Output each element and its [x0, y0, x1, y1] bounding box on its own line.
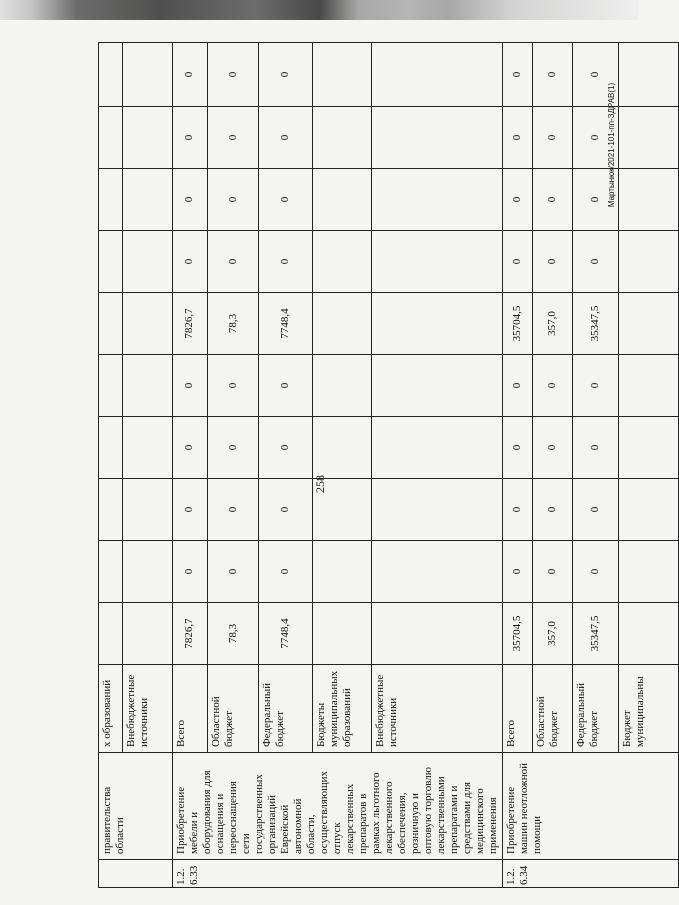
value-cell: 0	[173, 107, 208, 169]
value-cell: 0	[259, 479, 313, 541]
value-cell	[123, 417, 173, 479]
value-cell: 0	[207, 355, 258, 417]
value-cell	[312, 479, 371, 541]
value-cell	[619, 479, 679, 541]
value-cell: 0	[533, 479, 573, 541]
value-cell: 0	[573, 541, 619, 603]
value-cell: 0	[503, 169, 533, 231]
value-cell	[372, 293, 503, 355]
value-cell	[372, 169, 503, 231]
value-cell: 0	[503, 479, 533, 541]
value-cell	[123, 479, 173, 541]
value-cell: 357,0	[533, 603, 573, 665]
item-code-cell: 1.2.6.33	[173, 860, 503, 888]
value-cell: 0	[533, 107, 573, 169]
value-cell: 0	[173, 43, 208, 107]
value-cell: 0	[207, 107, 258, 169]
value-cell	[619, 541, 679, 603]
page-number: 258	[313, 475, 327, 493]
value-cell	[123, 43, 173, 107]
value-cell	[619, 293, 679, 355]
value-cell	[123, 355, 173, 417]
funding-source-cell: Бюджет муниципальны	[619, 665, 679, 753]
value-cell	[312, 43, 371, 107]
value-cell: 0	[259, 417, 313, 479]
item-name-cell: Приобретение мебели и оборудования для оснащения и переоснащения сети государственных организаций Еврейской автономной области, осуществляющих отпуск лекарственных препаратов в рамках льготного лекарственного обеспечения, розничную и оптовую торговлю лекарственными препаратами и средствами для медицинского применения	[173, 753, 503, 860]
item-code-cell	[99, 860, 173, 888]
value-cell	[619, 355, 679, 417]
item-code-cell: 1.2.6.34	[503, 860, 679, 888]
value-cell: 0	[533, 355, 573, 417]
value-cell	[619, 417, 679, 479]
value-cell: 0	[533, 231, 573, 293]
value-cell	[372, 541, 503, 603]
value-cell	[99, 355, 123, 417]
value-cell: 35347,5	[573, 293, 619, 355]
value-cell: 0	[173, 169, 208, 231]
funding-source-cell: Всего	[173, 665, 208, 753]
value-cell	[123, 107, 173, 169]
value-cell	[372, 231, 503, 293]
value-cell: 7748,4	[259, 603, 313, 665]
value-cell	[99, 43, 123, 107]
value-cell: 0	[259, 107, 313, 169]
item-name-cell: Приобретение машин неотложной помощи	[503, 753, 679, 860]
value-cell: 0	[533, 541, 573, 603]
value-cell	[619, 169, 679, 231]
value-cell	[312, 603, 371, 665]
value-cell: 78,3	[207, 293, 258, 355]
value-cell: 0	[573, 355, 619, 417]
value-cell	[99, 603, 123, 665]
value-cell: 0	[573, 43, 619, 107]
value-cell: 0	[207, 479, 258, 541]
funding-source-cell: х образований	[99, 665, 123, 753]
value-cell	[312, 293, 371, 355]
value-cell	[99, 541, 123, 603]
value-cell: 0	[573, 107, 619, 169]
value-cell	[372, 355, 503, 417]
value-cell	[312, 169, 371, 231]
value-cell	[312, 107, 371, 169]
value-cell: 7826,7	[173, 603, 208, 665]
value-cell	[312, 231, 371, 293]
value-cell: 0	[207, 169, 258, 231]
value-cell: 0	[259, 43, 313, 107]
funding-source-cell: Федеральный бюджет	[259, 665, 313, 753]
value-cell: 35704,5	[503, 603, 533, 665]
funding-source-cell: Внебюджетные источники	[123, 665, 173, 753]
value-cell: 0	[207, 417, 258, 479]
value-cell	[123, 541, 173, 603]
value-cell	[99, 107, 123, 169]
funding-source-cell: Внебюджетные источники	[372, 665, 503, 753]
value-cell: 0	[173, 355, 208, 417]
table-row	[99, 43, 123, 888]
funding-source-cell: Федеральный бюджет	[573, 665, 619, 753]
value-cell: 0	[573, 231, 619, 293]
value-cell: 35347,5	[573, 603, 619, 665]
value-cell	[619, 231, 679, 293]
value-cell	[312, 355, 371, 417]
value-cell: 0	[173, 231, 208, 293]
value-cell	[619, 107, 679, 169]
value-cell	[372, 107, 503, 169]
value-cell	[123, 603, 173, 665]
value-cell: 78,3	[207, 603, 258, 665]
value-cell	[619, 43, 679, 107]
value-cell: 0	[259, 231, 313, 293]
value-cell: 0	[503, 231, 533, 293]
value-cell: 0	[259, 355, 313, 417]
value-cell	[372, 603, 503, 665]
value-cell: 0	[503, 355, 533, 417]
value-cell: 7748,4	[259, 293, 313, 355]
value-cell: 0	[173, 417, 208, 479]
value-cell: 0	[503, 541, 533, 603]
value-cell: 0	[503, 417, 533, 479]
value-cell	[372, 43, 503, 107]
value-cell	[619, 603, 679, 665]
value-cell: 0	[573, 169, 619, 231]
value-cell	[312, 541, 371, 603]
value-cell	[372, 417, 503, 479]
value-cell: 0	[503, 107, 533, 169]
value-cell: 0	[207, 43, 258, 107]
value-cell: 0	[533, 169, 573, 231]
value-cell: 0	[573, 417, 619, 479]
value-cell: 0	[173, 479, 208, 541]
value-cell	[123, 231, 173, 293]
value-cell	[123, 169, 173, 231]
value-cell: 0	[503, 43, 533, 107]
value-cell	[99, 293, 123, 355]
value-cell: 0	[533, 417, 573, 479]
funding-source-cell: Всего	[503, 665, 533, 753]
funding-source-cell: Областной бюджет	[533, 665, 573, 753]
value-cell: 0	[533, 43, 573, 107]
budget-table	[98, 42, 679, 888]
value-cell	[99, 479, 123, 541]
value-cell	[99, 169, 123, 231]
value-cell	[99, 231, 123, 293]
file-reference: Мартынюк/2021-101-пп-ЗДРАВ(1)	[607, 82, 616, 208]
value-cell	[372, 479, 503, 541]
scan-artifact-bar	[0, 0, 639, 20]
value-cell: 357,0	[533, 293, 573, 355]
value-cell: 35704,5	[503, 293, 533, 355]
value-cell: 0	[207, 541, 258, 603]
funding-source-cell: Областной бюджет	[207, 665, 258, 753]
value-cell	[312, 417, 371, 479]
item-name-cell: правительства области	[99, 753, 173, 860]
value-cell	[123, 293, 173, 355]
value-cell: 7826,7	[173, 293, 208, 355]
value-cell: 0	[573, 479, 619, 541]
table-row	[503, 43, 533, 888]
value-cell	[99, 417, 123, 479]
value-cell: 0	[259, 541, 313, 603]
value-cell: 0	[259, 169, 313, 231]
table-row	[173, 43, 208, 888]
value-cell: 0	[173, 541, 208, 603]
value-cell: 0	[207, 231, 258, 293]
funding-source-cell: Бюджеты муниципальных образований	[312, 665, 371, 753]
